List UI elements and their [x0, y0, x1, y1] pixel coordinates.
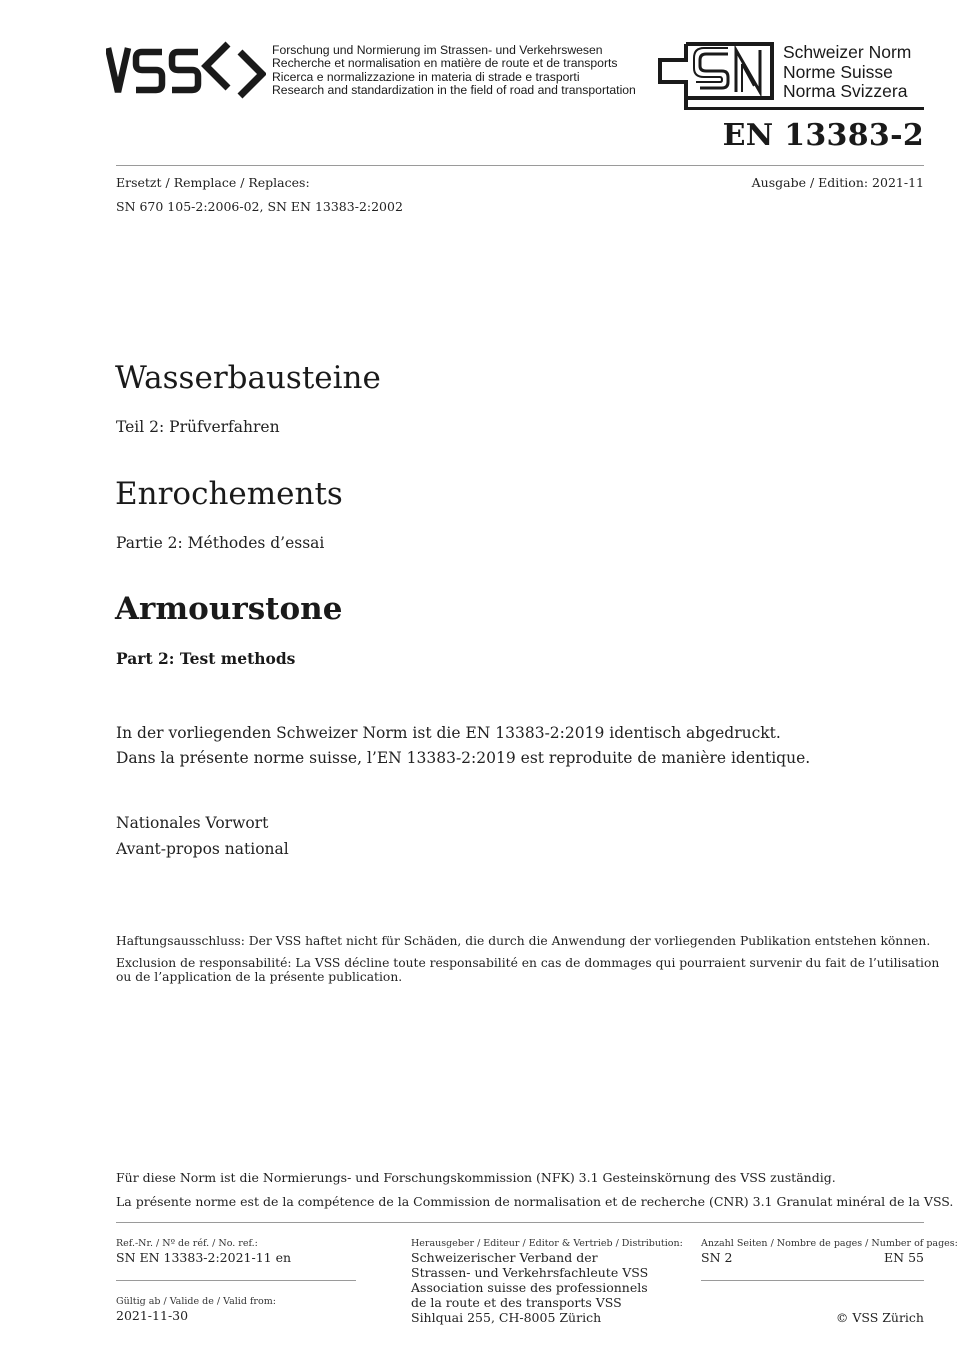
- subtitle-en: Part 2: Test methods: [116, 649, 296, 668]
- pages-sn: SN 2: [701, 1250, 733, 1265]
- subtitle-fr: Partie 2: Méthodes d’essai: [116, 534, 325, 552]
- replaces-value: SN 670 105-2:2006-02, SN EN 13383-2:2002: [116, 199, 403, 214]
- ref-value: SN EN 13383-2:2021-11 en: [116, 1250, 292, 1265]
- tagline-de: Forschung und Normierung im Strassen- und Verkehrswesen: [272, 43, 603, 57]
- sn-names: [783, 43, 911, 102]
- disclaimer-fr-line2: ou de l’application de la présente publication.: [116, 970, 403, 984]
- pages-en: EN 55: [884, 1250, 924, 1265]
- pages-label: Anzahl Seiten / Nombre de pages / Number of pages:: [701, 1238, 958, 1249]
- sn-name-de: Schweizer Norm: [783, 42, 912, 62]
- sn-name-it: Norma Svizzera: [783, 81, 908, 101]
- publisher-address: [411, 1250, 648, 1325]
- statement-de: In der vorliegenden Schweizer Norm ist die EN 13383-2:2019 identisch abgedruckt.: [116, 724, 781, 742]
- publisher-label: Herausgeber / Editeur / Editor & Vertrieb / Distribution:: [411, 1238, 683, 1249]
- publisher-line: Strassen- und Verkehrsfachleute VSS: [411, 1265, 649, 1280]
- competence-de: Für diese Norm ist die Normierungs- und Forschungskommission (NFK) 3.1 Gesteinskörnung des VSS zuständig.: [116, 1170, 836, 1185]
- footer-col1-divider: [116, 1280, 356, 1281]
- subtitle-de: Teil 2: Prüfverfahren: [116, 418, 280, 436]
- disclaimer-de: Haftungsausschluss: Der VSS haftet nicht für Schäden, die durch die Anwendung der vorliegenden Publikation entstehen können.: [116, 934, 931, 948]
- publisher-line: de la route et des transports VSS: [411, 1295, 622, 1310]
- ref-label: Ref.-Nr. / Nº de réf. / No. ref.:: [116, 1238, 258, 1249]
- publisher-line: Schweizerischer Verband der: [411, 1250, 598, 1265]
- footer-col3-divider: [701, 1280, 924, 1281]
- tagline-it: Ricerca e normalizzazione in materia di strade e trasporti: [272, 69, 580, 84]
- disclaimer-fr: [116, 956, 939, 984]
- valid-label: Gültig ab / Valide de / Valid from:: [116, 1296, 276, 1307]
- edition: Ausgabe / Edition: 2021-11: [751, 175, 924, 190]
- publisher-line: Sihlquai 255, CH-8005 Zürich: [411, 1310, 602, 1325]
- statement-fr: Dans la présente norme suisse, l’EN 13383-2:2019 est reproduite de manière identique.: [116, 749, 811, 767]
- disclaimer-fr-line1: Exclusion de responsabilité: La VSS décline toute responsabilité en cas de dommages qui pourraient survenir du fait de l’utilisation: [116, 956, 940, 970]
- vss-logo: [106, 40, 266, 100]
- replaces-label: Ersetzt / Remplace / Replaces:: [116, 175, 310, 190]
- footer-divider: [116, 1222, 924, 1223]
- sn-underline: [686, 107, 924, 110]
- tagline-en: Research and standardization in the field of road and transportation: [272, 83, 636, 98]
- foreword-de: Nationales Vorwort: [116, 814, 269, 832]
- sn-logo: [656, 42, 778, 114]
- header-divider: [116, 165, 924, 166]
- copyright: © VSS Zürich: [835, 1310, 924, 1325]
- foreword-fr: Avant-propos national: [116, 840, 289, 858]
- publisher-line: Association suisse des professionnels: [411, 1280, 648, 1295]
- title-de: Wasserbausteine: [115, 360, 381, 396]
- sn-name-fr: Norme Suisse: [783, 61, 893, 82]
- title-fr: Enrochements: [115, 476, 343, 512]
- vss-tagline: [272, 44, 636, 98]
- valid-value: 2021-11-30: [116, 1308, 189, 1323]
- standard-number: EN 13383-2: [722, 118, 924, 153]
- tagline-fr: Recherche et normalisation en matière de route et de transports: [272, 56, 618, 71]
- title-en: Armourstone: [115, 591, 343, 627]
- competence-fr: La présente norme est de la compétence de la Commission de normalisation et de recherche (CNR) 3.1 Granulat minéral de la VSS.: [116, 1194, 954, 1209]
